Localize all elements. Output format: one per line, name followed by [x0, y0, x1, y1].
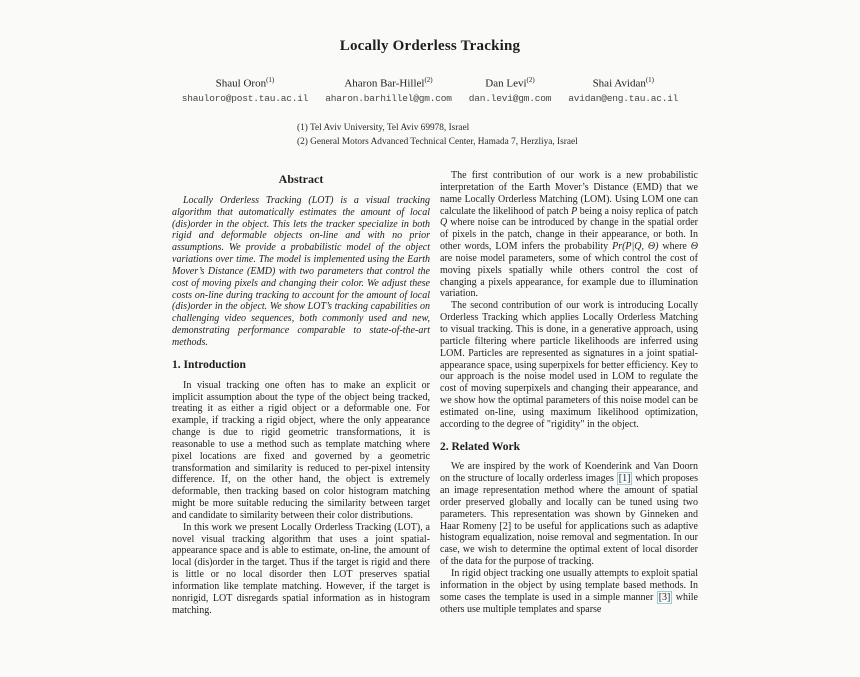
paragraph: The first contribution of our work is a new probabilistic interpretation of the Earth Mover’s Distance (EMD) that we name Locally Orderless Matching (LOM). Using LOM one can calculate the likelihood of patch P being a noisy replica of patch Q where noise can be introduced by change in the spatial order of pixels in the patch, change in their appearance, or both. In other words, LOM infers the probability Pr(P|Q, Θ) where Θ are noise model parameters, some of which control the cost of moving pixels spatially while others control the cost of changing a pixels appearance, for example due to illumination variation.: [440, 170, 699, 300]
paper-title: Locally Orderless Tracking: [339, 38, 521, 54]
math-inline: Pr(P|Q, Θ): [612, 241, 659, 253]
affiliation-line: (1) Tel Aviv University, Tel Aviv 69978, Israel: [297, 123, 470, 133]
author-name-text: Shai Avidan: [592, 77, 646, 90]
section-heading: 2. Related Work: [440, 440, 520, 453]
section-heading: 1. Introduction: [172, 358, 246, 371]
column-right: [440, 170, 698, 615]
author-email: dan.levi@gm.com: [468, 92, 552, 104]
paragraph: We are inspired by the work of Koenderink and Van Doorn on the structure of locally orderless images [1] which proposes an image representation method where the amount of spatial order preserved globally and locally can be tuned using two parameters. This representation was shown by Ginneken and Haar Romeny [2] to be useful for applications such as adaptive histogram equalization, noise removal and segmentation. In our case, we wish to determine the optimal extent of local disorder of the data for the purpose of tracking.: [440, 461, 698, 568]
math-inline: Θ: [690, 241, 698, 253]
paragraph: In this work we present Locally Orderless Tracking (LOT), a novel visual tracking algorithm that uses a joint spatial-appearance space and is able to estimate, on-line, the amount of local (dis)order in the target. Thus if the target is rigid and there is little or no local disorder then LOT preserves spatial information like template matching. However, if the target is nonrigid, LOT disregards spatial information as in histogram matching.: [172, 521, 430, 616]
author-name-text: Shaul Oron: [215, 77, 267, 90]
author: [182, 76, 309, 104]
paragraph: The second contribution of our work is introducing Locally Orderless Tracking which applies Locally Orderless Matching to visual tracking. This is done, in a generative approach, using particle filtering where particle likelihoods are inferred using LOM. Particles are represented as signatures in a joint spatial-appearance space, using superpixels for better efficiency. Key to our approach is the noise model used in LOM to regulate the cost of moving superpixels and changing their appearance, and we show how the optimal parameters of this noise model can be estimated on-line, using maximum likelihood optimization, according to the degree of "rigidity" in the object.: [440, 300, 698, 430]
paragraph: In rigid object tracking one usually attempts to exploit spatial information in the object by using template based methods. In some cases the template is used in a simple manner [3] while others use multiple templates and sparse: [440, 568, 698, 615]
author-affiliation-mark: (1): [266, 76, 275, 84]
author-name: [469, 76, 552, 90]
author-email: aharon.barhillel@gm.com: [325, 92, 452, 104]
author-email: avidan@eng.tau.ac.il: [568, 92, 679, 104]
author-name: [182, 76, 309, 90]
affiliations: [297, 121, 578, 149]
author: [325, 76, 452, 104]
citation-link[interactable]: [3]: [658, 591, 671, 603]
column-left: [172, 170, 430, 617]
author-affiliation-mark: (1): [645, 76, 654, 84]
paragraph: In visual tracking one often has to make an explicit or implicit assumption about the type of the object being tracked, treating it as either a rigid object or a deformable one. For example, if tracking a rigid object, where the only appearance change is due to rigid geometric transformations, it is reasonable to use a method such as template matching where pixel locations are fixed and governed by a geometric transformation and similarity is reduced to per-pixel intensity difference. If, on the other hand, the object is extremely deformable, then tracking based on color histogram matching might be more suitable reducing the similarity between target and candidate to similarity between their color distributions.: [172, 379, 430, 521]
author-affiliation-mark: (2): [424, 76, 433, 84]
authors-row: [150, 76, 710, 104]
author-name-text: Dan Levi: [485, 77, 527, 90]
author-email: shauloro@post.tau.ac.il: [181, 92, 309, 104]
author: [469, 76, 552, 104]
author-name: [325, 76, 452, 90]
abstract-heading: Abstract: [278, 172, 324, 186]
affiliation-line: (2) General Motors Advanced Technical Center, Hamada 7, Herzliya, Israel: [297, 137, 578, 147]
author-name: [568, 76, 678, 90]
paragraph: Locally Orderless Tracking (LOT) is a visual tracking algorithm that automatically estimates the amount of local (dis)order in the object. This lets the tracker specialize in both rigid and deformable objects on-line and with no prior assumptions. We provide a probabilistic model of the object variations over time. The model is implemented using the Earth Mover’s Distance (EMD) with two parameters that control the cost of moving pixels and changing their color. We adjust these costs on-line during tracking to account for the amount of local (dis)order in the object. We show LOT’s tracking capabilities on challenging video sequences, both commonly used and new, demonstrating performance comparable to state-of-the-art methods.: [172, 194, 430, 348]
math-inline: P: [571, 205, 578, 217]
author-affiliation-mark: (2): [526, 76, 535, 84]
math-inline: Q: [440, 217, 448, 229]
author: [568, 76, 678, 104]
author-name-text: Aharon Bar-Hillel: [344, 77, 425, 90]
citation-link[interactable]: [1]: [618, 473, 631, 485]
